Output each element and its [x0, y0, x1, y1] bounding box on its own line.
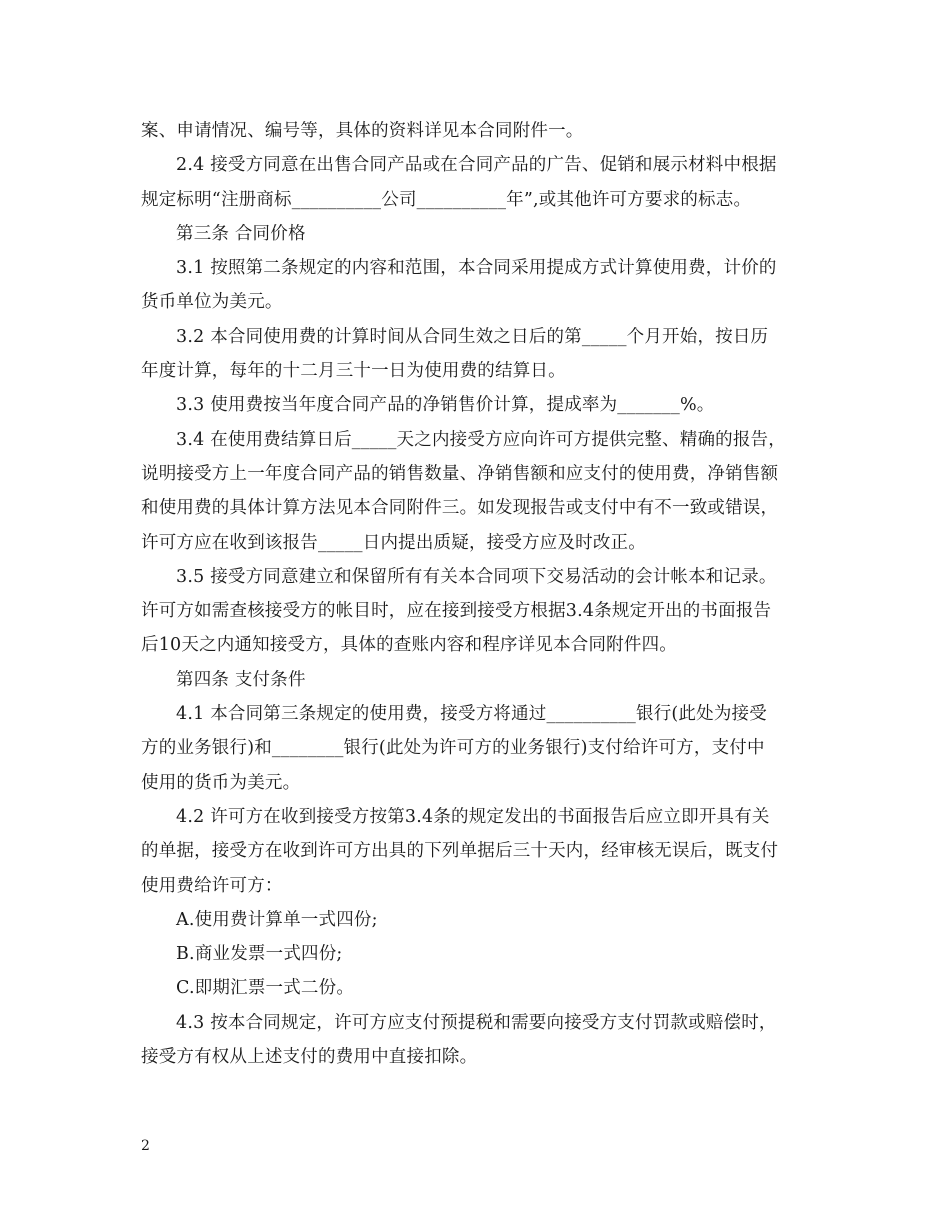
- text-line: 说明接受方上一年度合同产品的销售数量、净销售额和应支付的使用费，净销售额: [141, 463, 779, 484]
- text-line: 3.5 接受方同意建立和保留所有有关本合同项下交易活动的会计帐本和记录。: [176, 566, 777, 587]
- text-line: 3.2 本合同使用费的计算时间从合同生效之日后的第_____个月开始，按日历: [176, 326, 769, 347]
- text-line: 2.4 接受方同意在出售合同产品或在合同产品的广告、促销和展示材料中根据: [176, 155, 777, 176]
- text-line: C.即期汇票一式二份。: [176, 978, 355, 999]
- text-line: 4.3 按本合同规定，许可方应支付预提税和需要向接受方支付罚款或赔偿时，: [176, 1012, 777, 1033]
- text-line: 4.2 许可方在收到接受方按第3.4条的规定发出的书面报告后应立即开具有关: [176, 806, 770, 827]
- document-body: [141, 114, 821, 1074]
- text-line: 接受方有权从上述支付的费用中直接扣除。: [141, 1047, 478, 1068]
- text-line: 3.1 按照第二条规定的内容和范围，本合同采用提成方式计算使用费，计价的: [176, 258, 777, 279]
- text-line: 许可方应在收到该报告_____日内提出质疑，接受方应及时改正。: [141, 532, 646, 553]
- text-line: 第四条 支付条件: [176, 669, 306, 690]
- text-line: 使用的货币为美元。: [141, 772, 301, 793]
- page-number: 2: [141, 1138, 150, 1154]
- text-line: 许可方如需查核接受方的帐目时，应在接到接受方根据3.4条规定开出的书面报告: [141, 601, 772, 622]
- text-line: 4.1 本合同第三条规定的使用费，接受方将通过__________银行(此处为接受: [176, 704, 767, 725]
- text-line: 和使用费的具体计算方法见本合同附件三。如发现报告或支付中有不一致或错误，: [141, 498, 779, 519]
- text-line: 3.4 在使用费结算日后_____天之内接受方应向许可方提供完整、精确的报告，: [176, 429, 786, 450]
- text-line: 货币单位为美元。: [141, 292, 283, 313]
- text-line: 年度计算，每年的十二月三十一日为使用费的结算日。: [141, 361, 566, 382]
- text-line: 方的业务银行)和________银行(此处为许可方的业务银行)支付给许可方，支付中: [141, 738, 765, 759]
- text-line: 使用费给许可方：: [141, 875, 283, 896]
- text-line: 后10天之内通知接受方，具体的查账内容和程序详见本合同附件四。: [141, 635, 677, 656]
- text-line: 案、申请情况、编号等，具体的资料详见本合同附件一。: [141, 121, 584, 141]
- text-line: 规定标明“注册商标__________公司__________年”,或其他许可方要求的标志。: [141, 189, 752, 210]
- text-line: B.商业发票一式四份;: [176, 944, 343, 965]
- text-line: 第三条 合同价格: [176, 223, 306, 244]
- text-line: A.使用费计算单一式四份;: [176, 909, 378, 930]
- text-line: 3.3 使用费按当年度合同产品的净销售价计算，提成率为_______%。: [176, 395, 715, 416]
- text-line: 的单据，接受方在收到许可方出具的下列单据后三十天内，经审核无误后，既支付: [141, 841, 779, 862]
